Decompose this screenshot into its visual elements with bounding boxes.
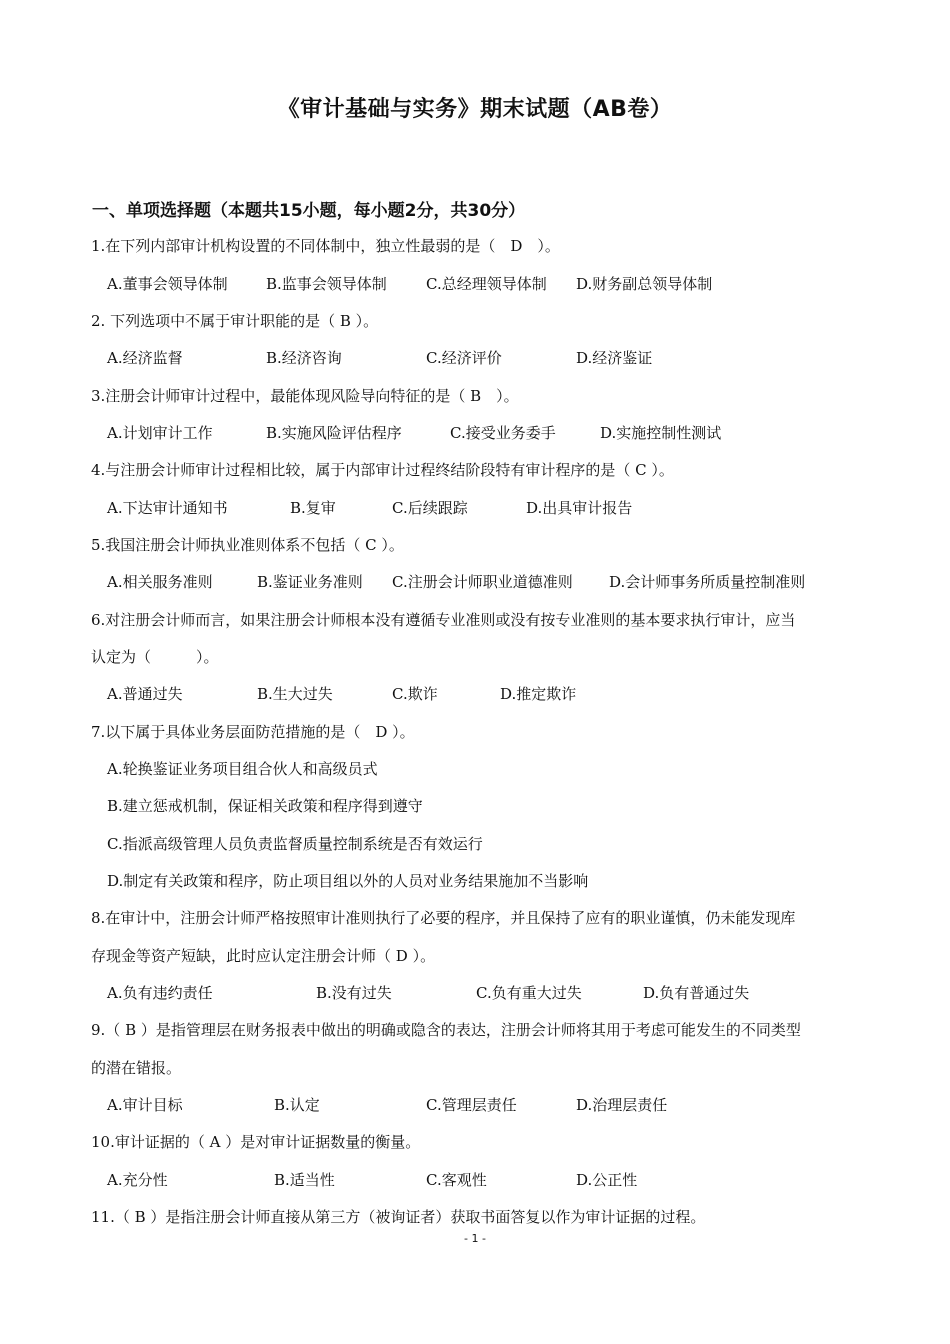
question-stem: 3.注册会计师审计过程中，最能体现风险导向特征的是（ B ）。 bbox=[91, 387, 519, 405]
answer-option: B.鉴证业务准则 bbox=[257, 573, 363, 591]
answer-option: D.会计师事务所质量控制准则 bbox=[609, 573, 806, 591]
section-heading: 一、单项选择题（本题共15小题，每小题2分，共30分） bbox=[92, 201, 526, 221]
answer-option: B.适当性 bbox=[274, 1171, 335, 1189]
answer-option: A.计划审计工作 bbox=[107, 424, 213, 442]
answer-option: B.建立惩戒机制，保证相关政策和程序得到遵守 bbox=[107, 797, 423, 815]
answer-option: C.欺诈 bbox=[392, 685, 438, 703]
answer-option: D.实施控制性测试 bbox=[600, 424, 722, 442]
answer-option: D.公正性 bbox=[576, 1171, 638, 1189]
answer-option: C.负有重大过失 bbox=[476, 984, 582, 1002]
question-stem: 4.与注册会计师审计过程相比较，属于内部审计过程终结阶段特有审计程序的是（ C ）。 bbox=[91, 461, 674, 479]
answer-option: B.监事会领导体制 bbox=[266, 275, 387, 293]
question-stem: 7.以下属于具体业务层面防范措施的是（ D ）。 bbox=[91, 723, 415, 741]
answer-option: A.审计目标 bbox=[107, 1096, 183, 1114]
page-title: 《审计基础与实务》期末试题（AB卷） bbox=[277, 97, 673, 122]
question-stem: 1.在下列内部审计机构设置的不同体制中，独立性最弱的是（ D ）。 bbox=[91, 237, 560, 255]
answer-option: B.生大过失 bbox=[257, 685, 333, 703]
answer-option: B.认定 bbox=[274, 1096, 320, 1114]
answer-option: D.治理层责任 bbox=[576, 1096, 668, 1114]
question-stem: 8.在审计中，注册会计师严格按照审计准则执行了必要的程序，并且保持了应有的职业谨慎，仍未能发现库 bbox=[91, 909, 796, 927]
question-stem: 的潜在错报。 bbox=[91, 1059, 182, 1077]
answer-option: B.复审 bbox=[290, 499, 336, 517]
answer-option: D.财务副总领导体制 bbox=[576, 275, 713, 293]
question-stem: 10.审计证据的（ A ）是对审计证据数量的衡量。 bbox=[91, 1133, 421, 1151]
answer-option: C.指派高级管理人员负责监督质量控制系统是否有效运行 bbox=[107, 835, 483, 853]
answer-option: C.客观性 bbox=[426, 1171, 487, 1189]
answer-option: C.总经理领导体制 bbox=[426, 275, 547, 293]
answer-option: D.出具审计报告 bbox=[526, 499, 633, 517]
page-number: - 1 - bbox=[464, 1232, 486, 1245]
answer-option: B.经济咨询 bbox=[266, 349, 342, 367]
question-stem: 9.（ B ）是指管理层在财务报表中做出的明确或隐含的表达，注册会计师将其用于考虑可能发生的不同类型 bbox=[91, 1021, 801, 1039]
question-stem: 2. 下列选项中不属于审计职能的是（ B ）。 bbox=[91, 312, 379, 330]
answer-option: C.管理层责任 bbox=[426, 1096, 517, 1114]
answer-option: C.后续跟踪 bbox=[392, 499, 468, 517]
question-stem: 存现金等资产短缺，此时应认定注册会计师（ D ）。 bbox=[91, 947, 436, 965]
answer-option: C.经济评价 bbox=[426, 349, 502, 367]
answer-option: C.注册会计师职业道德准则 bbox=[392, 573, 573, 591]
answer-option: A.董事会领导体制 bbox=[107, 275, 228, 293]
answer-option: D.推定欺诈 bbox=[500, 685, 577, 703]
answer-option: A.下达审计通知书 bbox=[107, 499, 228, 517]
question-stem: 认定为（ ）。 bbox=[91, 648, 219, 666]
answer-option: A.经济监督 bbox=[107, 349, 183, 367]
answer-option: A.普通过失 bbox=[107, 685, 183, 703]
answer-option: B.没有过失 bbox=[316, 984, 392, 1002]
question-stem: 6.对注册会计师而言，如果注册会计师根本没有遵循专业准则或没有按专业准则的基本要求执行审计，应当 bbox=[91, 611, 796, 629]
answer-option: B.实施风险评估程序 bbox=[266, 424, 402, 442]
answer-option: A.负有违约责任 bbox=[107, 984, 213, 1002]
question-stem: 11.（ B ）是指注册会计师直接从第三方（被询证者）获取书面答复以作为审计证据的过程。 bbox=[91, 1208, 706, 1226]
answer-option: D.制定有关政策和程序，防止项目组以外的人员对业务结果施加不当影响 bbox=[107, 872, 589, 890]
answer-option: C.接受业务委手 bbox=[450, 424, 556, 442]
answer-option: A.相关服务准则 bbox=[107, 573, 213, 591]
question-stem: 5.我国注册会计师执业准则体系不包括（ C ）。 bbox=[91, 536, 404, 554]
answer-option: D.经济鉴证 bbox=[576, 349, 653, 367]
answer-option: A.轮换鉴证业务项目组合伙人和高级员式 bbox=[107, 760, 378, 778]
answer-option: A.充分性 bbox=[107, 1171, 168, 1189]
answer-option: D.负有普通过失 bbox=[643, 984, 750, 1002]
